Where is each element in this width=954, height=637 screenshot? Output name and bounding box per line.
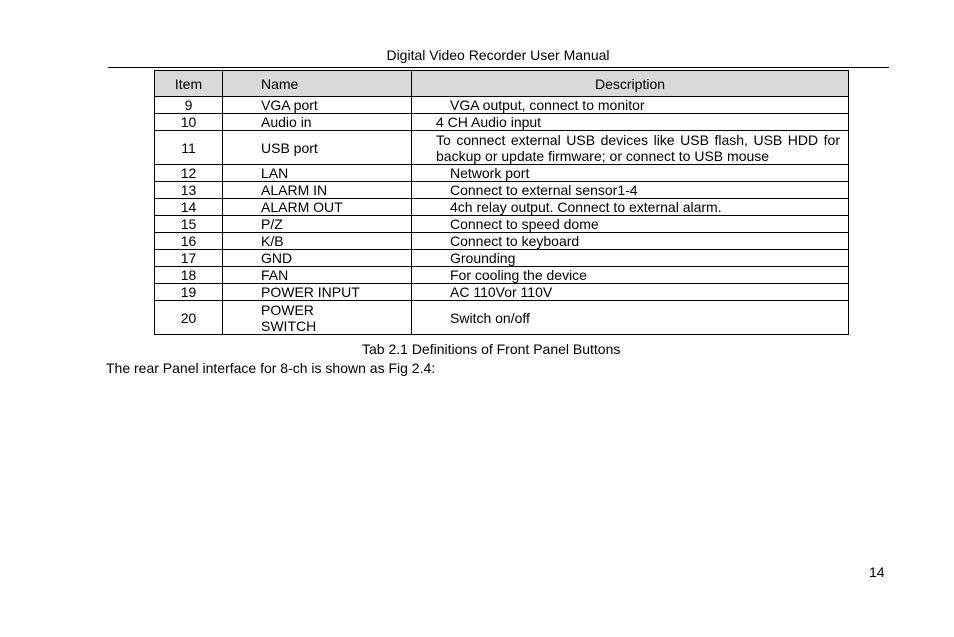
cell-description: Grounding <box>412 250 849 267</box>
cell-item: 10 <box>155 114 223 131</box>
cell-item: 20 <box>155 301 223 335</box>
table-row <box>155 301 849 335</box>
table-row <box>155 233 849 250</box>
cell-description: For cooling the device <box>412 267 849 284</box>
cell-description: Connect to speed dome <box>412 216 849 233</box>
cell-name: LAN <box>223 165 412 182</box>
cell-description: 4ch relay output. Connect to external alarm. <box>412 199 849 216</box>
cell-item: 17 <box>155 250 223 267</box>
cell-item: 16 <box>155 233 223 250</box>
header-divider <box>108 67 889 68</box>
table-caption: Tab 2.1 Definitions of Front Panel Buttons <box>362 341 621 357</box>
table-row <box>155 216 849 233</box>
cell-name: Audio in <box>223 114 412 131</box>
table-row <box>155 199 849 216</box>
table-row <box>155 182 849 199</box>
column-header-item: Item <box>155 71 223 97</box>
cell-description: Switch on/off <box>412 301 849 335</box>
column-header-description: Description <box>412 71 849 97</box>
page-header-title: Digital Video Recorder User Manual <box>386 47 610 63</box>
cell-item: 11 <box>155 131 223 165</box>
cell-item: 12 <box>155 165 223 182</box>
cell-description: AC 110Vor 110V <box>412 284 849 301</box>
table-row <box>155 114 849 131</box>
cell-item: 9 <box>155 97 223 114</box>
cell-description: Connect to external sensor1-4 <box>412 182 849 199</box>
cell-name: VGA port <box>223 97 412 114</box>
cell-name: POWER SWITCH <box>223 301 412 335</box>
table-row <box>155 97 849 114</box>
cell-item: 14 <box>155 199 223 216</box>
cell-name: ALARM IN <box>223 182 412 199</box>
cell-name: P/Z <box>223 216 412 233</box>
table-row <box>155 267 849 284</box>
table-row <box>155 284 849 301</box>
cell-description: 4 CH Audio input <box>412 114 849 131</box>
cell-item: 15 <box>155 216 223 233</box>
cell-name: K/B <box>223 233 412 250</box>
definitions-table <box>154 70 849 335</box>
cell-description: VGA output, connect to monitor <box>412 97 849 114</box>
table-row <box>155 131 849 165</box>
cell-name: GND <box>223 250 412 267</box>
table-header-row <box>155 71 849 97</box>
cell-description: Connect to keyboard <box>412 233 849 250</box>
cell-name: USB port <box>223 131 412 165</box>
cell-item: 19 <box>155 284 223 301</box>
cell-item: 18 <box>155 267 223 284</box>
cell-description: To connect external USB devices like USB flash, USB HDD for backup or update firmware; or connect to USB mouse <box>412 131 849 165</box>
cell-name: ALARM OUT <box>223 199 412 216</box>
cell-name: FAN <box>223 267 412 284</box>
table-row <box>155 165 849 182</box>
table-row <box>155 250 849 267</box>
page-number: 14 <box>869 564 885 580</box>
cell-item: 13 <box>155 182 223 199</box>
body-paragraph: The rear Panel interface for 8-ch is shown as Fig 2.4: <box>106 360 436 376</box>
column-header-name: Name <box>223 71 412 97</box>
cell-description: Network port <box>412 165 849 182</box>
cell-name: POWER INPUT <box>223 284 412 301</box>
